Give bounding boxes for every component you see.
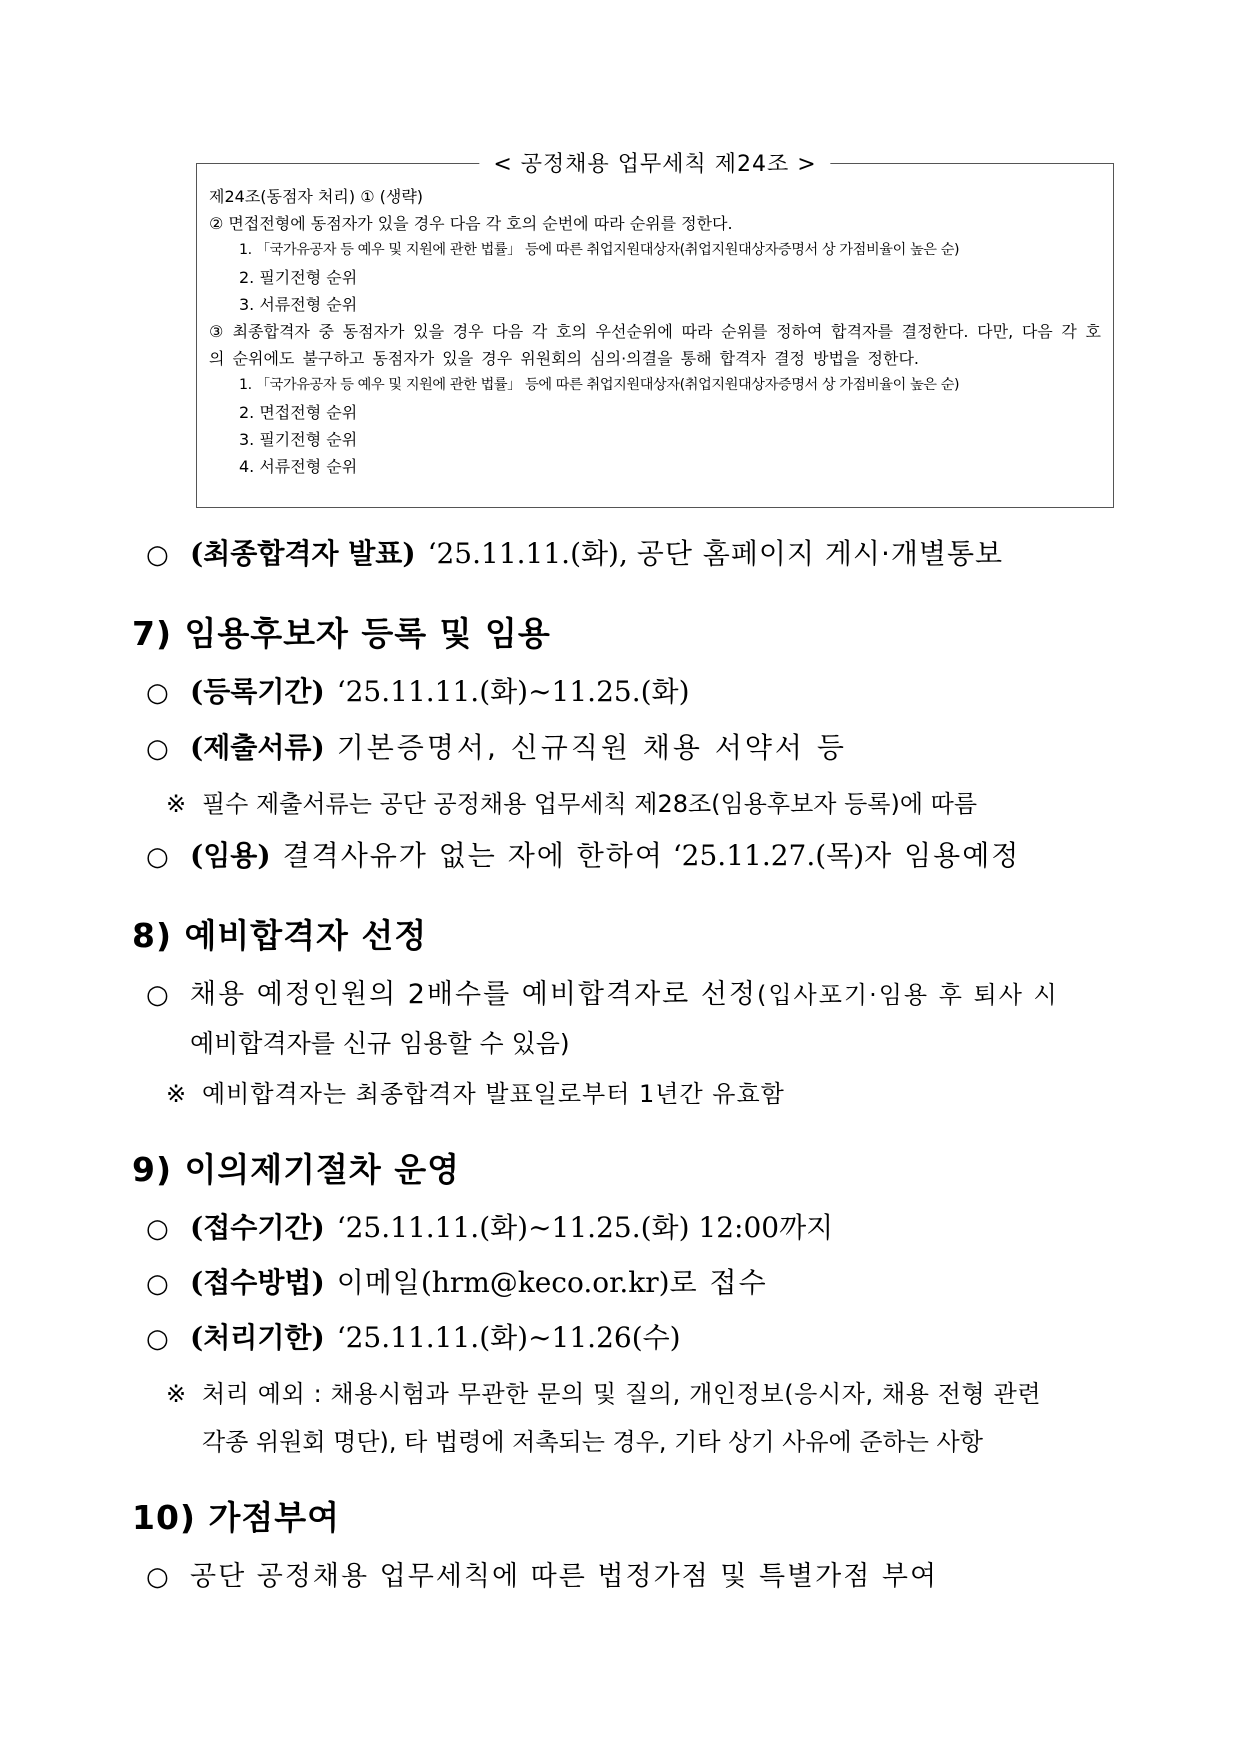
bullet-circle-icon: ○ <box>146 540 169 570</box>
bonus-text: 공단 공정채용 업무세칙에 따른 법정가점 및 특별가점 부여 <box>190 1561 939 1592</box>
reserve-note <box>166 1078 785 1110</box>
appointment-text-after: 자 임용예정 <box>864 839 1021 872</box>
appointment-label: (임용) <box>190 839 271 872</box>
final-announce-item <box>146 536 1003 573</box>
bullet-circle-icon: ○ <box>146 980 169 1010</box>
regulation-box <box>196 152 1114 508</box>
reserve-note-text: 예비합격자는 최종합격자 발표일로부터 1년간 유효함 <box>202 1080 785 1108</box>
regulation-line: 2. 면접전형 순위 <box>239 403 358 422</box>
documents-note-text: 필수 제출서류는 공단 공정채용 업무세칙 제28조(임용후보자 등록)에 따름 <box>202 790 978 818</box>
receipt-method-text-after: 로 접수 <box>669 1266 768 1299</box>
registration-period-item <box>146 674 690 711</box>
receipt-method-text-before: 이메일 <box>336 1266 421 1299</box>
receipt-method-label: (접수방법) <box>190 1266 325 1299</box>
section-9-title: 9) 이의제기절차 운영 <box>132 1150 461 1189</box>
bonus-item <box>146 1558 938 1595</box>
regulation-line: 2. 필기전형 순위 <box>239 268 358 287</box>
final-announce-date: ‘25.11.11.(화), <box>427 537 628 570</box>
regulation-line: 3. 서류전형 순위 <box>239 295 358 314</box>
registration-period-label: (등록기간) <box>190 675 325 708</box>
exception-note-line2: 각종 위원회 명단), 타 법령에 저촉되는 경우, 기타 상기 사유에 준하는 사항 <box>202 1428 983 1456</box>
receipt-method-item <box>146 1265 768 1302</box>
bullet-circle-icon: ○ <box>146 842 169 872</box>
receipt-period-label: (접수기간) <box>190 1211 325 1244</box>
section-10-title: 10) 가점부여 <box>132 1498 341 1537</box>
documents-text: 기본증명서, 신규직원 채용 서약서 등 <box>336 731 847 764</box>
reserve-text-main: 채용 예정인원의 2배수를 예비합격자로 선정 <box>190 979 757 1010</box>
appointment-text-before: 결격사유가 없는 자에 한하여 <box>282 839 664 872</box>
appointment-item <box>146 838 1020 875</box>
receipt-period-item <box>146 1210 833 1247</box>
documents-item <box>146 730 847 767</box>
deadline-item <box>146 1320 681 1357</box>
regulation-line: ② 면접전형에 동점자가 있을 경우 다음 각 호의 순번에 따라 순위를 정한다. <box>209 214 733 233</box>
regulation-title: < 공정채용 업무세칙 제24조 > <box>479 147 830 178</box>
bullet-circle-icon: ○ <box>146 1269 169 1299</box>
bullet-circle-icon: ○ <box>146 734 169 764</box>
regulation-line: 3. 필기전형 순위 <box>239 430 358 449</box>
regulation-line: 1. 「국가유공자 등 예우 및 지원에 관한 법률」 등에 따른 취업지원대상자(취업지원대상자증명서 상 가점비율이 높은 순) <box>239 242 960 258</box>
note-mark-icon: ※ <box>166 1380 187 1408</box>
final-announce-text: 공단 홈페이지 게시·개별통보 <box>636 537 1004 570</box>
regulation-line: 제24조(동점자 처리) ① (생략) <box>209 187 424 206</box>
documents-note <box>166 788 977 820</box>
reserve-item <box>146 976 1059 1013</box>
receipt-email[interactable]: (hrm@keco.or.kr) <box>420 1266 670 1299</box>
regulation-line: 1. 「국가유공자 등 예우 및 지원에 관한 법률」 등에 따른 취업지원대상자(취업지원대상자증명서 상 가점비율이 높은 순) <box>239 377 960 393</box>
appointment-date: ‘25.11.27.(목) <box>672 839 865 872</box>
regulation-body <box>209 183 1101 480</box>
reserve-text-continued: 예비합격자를 신규 임용할 수 있음) <box>190 1029 570 1058</box>
regulation-paragraph: ③ 최종합격자 중 동점자가 있을 경우 다음 각 호의 우선순위에 따라 순위를 정하여 합격자를 결정한다. 다만, 다음 각 호의 순위에도 불구하고 동점자가 있을 경우 위원회의 심의·의결을 통해 합격자 결정 방법을 정한다. <box>209 322 1101 368</box>
exception-note <box>166 1378 1041 1410</box>
documents-label: (제출서류) <box>190 731 325 764</box>
section-8-title: 8) 예비합격자 선정 <box>132 916 428 955</box>
bullet-circle-icon: ○ <box>146 1214 169 1244</box>
deadline-date: ‘25.11.11.(화)∼11.26(수) <box>336 1321 681 1354</box>
reserve-text-paren: (입사포기·임용 후 퇴사 시 <box>756 981 1059 1009</box>
note-mark-icon: ※ <box>166 790 187 818</box>
final-announce-label: (최종합격자 발표) <box>190 537 416 570</box>
bullet-circle-icon: ○ <box>146 678 169 708</box>
regulation-line: 4. 서류전형 순위 <box>239 457 358 476</box>
deadline-label: (처리기한) <box>190 1321 325 1354</box>
note-mark-icon: ※ <box>166 1080 187 1108</box>
bullet-circle-icon: ○ <box>146 1562 169 1592</box>
receipt-period-date: ‘25.11.11.(화)∼11.25.(화) 12:00까지 <box>336 1211 834 1244</box>
exception-note-line1: 처리 예외 : 채용시험과 무관한 문의 및 질의, 개인정보(응시자, 채용 전형 관련 <box>202 1380 1042 1408</box>
section-7-title: 7) 임용후보자 등록 및 임용 <box>132 614 551 653</box>
bullet-circle-icon: ○ <box>146 1324 169 1354</box>
registration-period-date: ‘25.11.11.(화)∼11.25.(화) <box>336 675 690 708</box>
